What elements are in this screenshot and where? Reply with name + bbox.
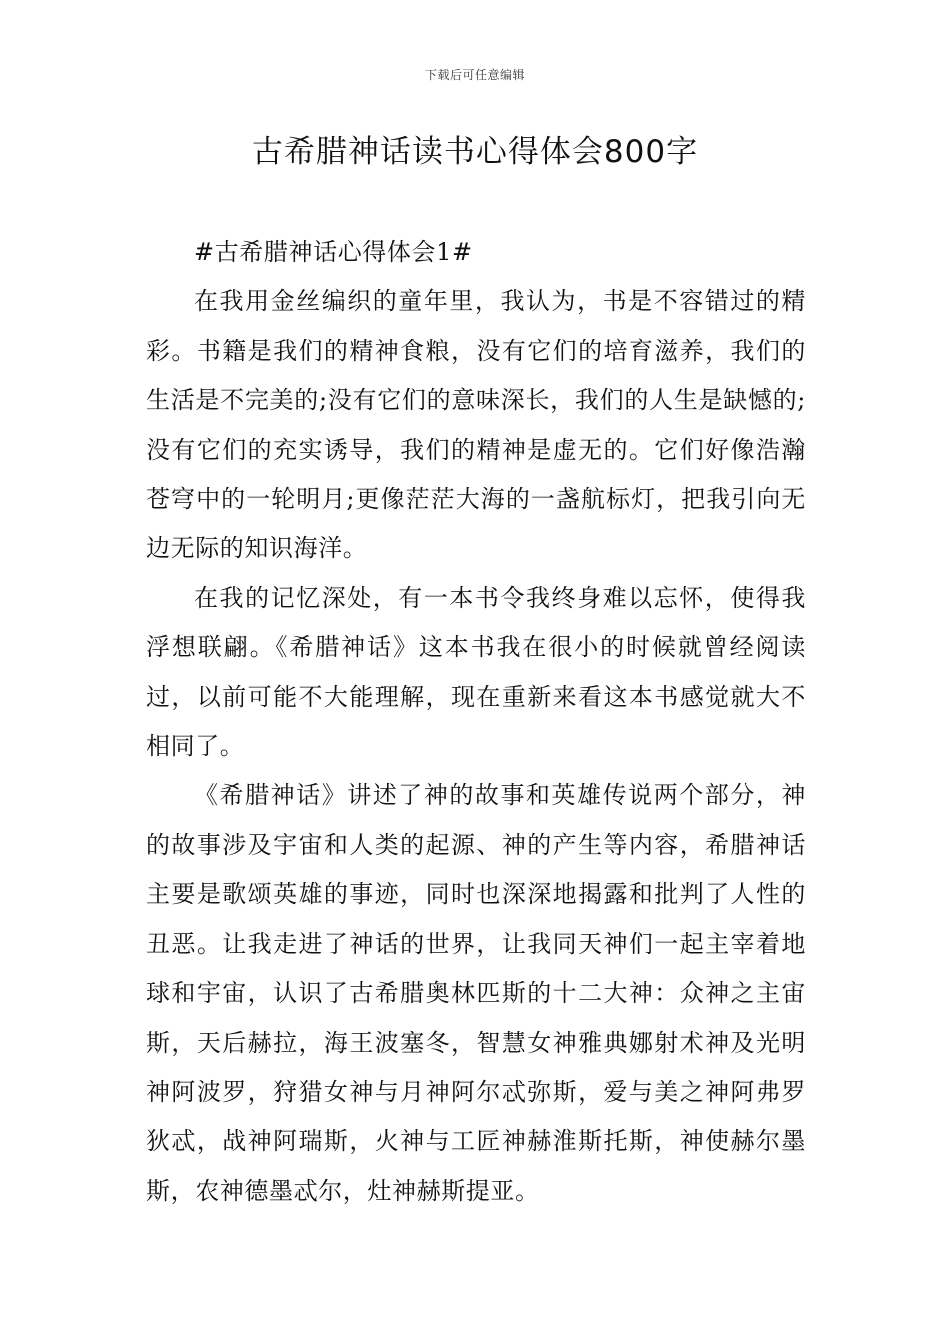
paragraph: 《希腊神话》讲述了神的故事和英雄传说两个部分，神的故事涉及宇宙和人类的起源、神的产生等内容，希腊神话主要是歌颂英雄的事迹，同时也深深地揭露和批判了人性的丑恶。让我走进了神话的世界，让我同天神们一起主宰着地球和宇宙，认识了古希腊奥林匹斯的十二大神：众神之主宙斯，天后赫拉，海王波塞冬，智慧女神雅典娜射术神及光明神阿波罗，狩猎女神与月神阿尔忒弥斯，爱与美之神阿弗罗狄忒，战神阿瑞斯，火神与工匠神赫淮斯托斯，神使赫尔墨斯，农神德墨忒尔，灶神赫斯提亚。 <box>146 781 806 1205</box>
document-title: 古希腊神话读书心得体会800字 <box>251 134 699 170</box>
document-body <box>146 228 806 1216</box>
paragraph: 在我用金丝编织的童年里，我认为，书是不容错过的精彩。书籍是我们的精神食粮，没有它们的培育滋养，我们的生活是不完美的;没有它们的意味深长，我们的人生是缺憾的;没有它们的充实诱导，我们的精神是虚无的。它们好像浩瀚苍穹中的一轮明月;更像茫茫大海的一盏航标灯，把我引向无边无际的知识海洋。 <box>146 287 806 563</box>
paragraph: 在我的记忆深处，有一本书令我终身难以忘怀，使得我浮想联翩。《希腊神话》这本书我在很小的时候就曾经阅读过，以前可能不大能理解，现在重新来看这本书感觉就大不相同了。 <box>146 583 806 761</box>
header-note: 下载后可任意编辑 <box>424 68 525 82</box>
section-heading: #古希腊神话心得体会1# <box>194 238 473 266</box>
